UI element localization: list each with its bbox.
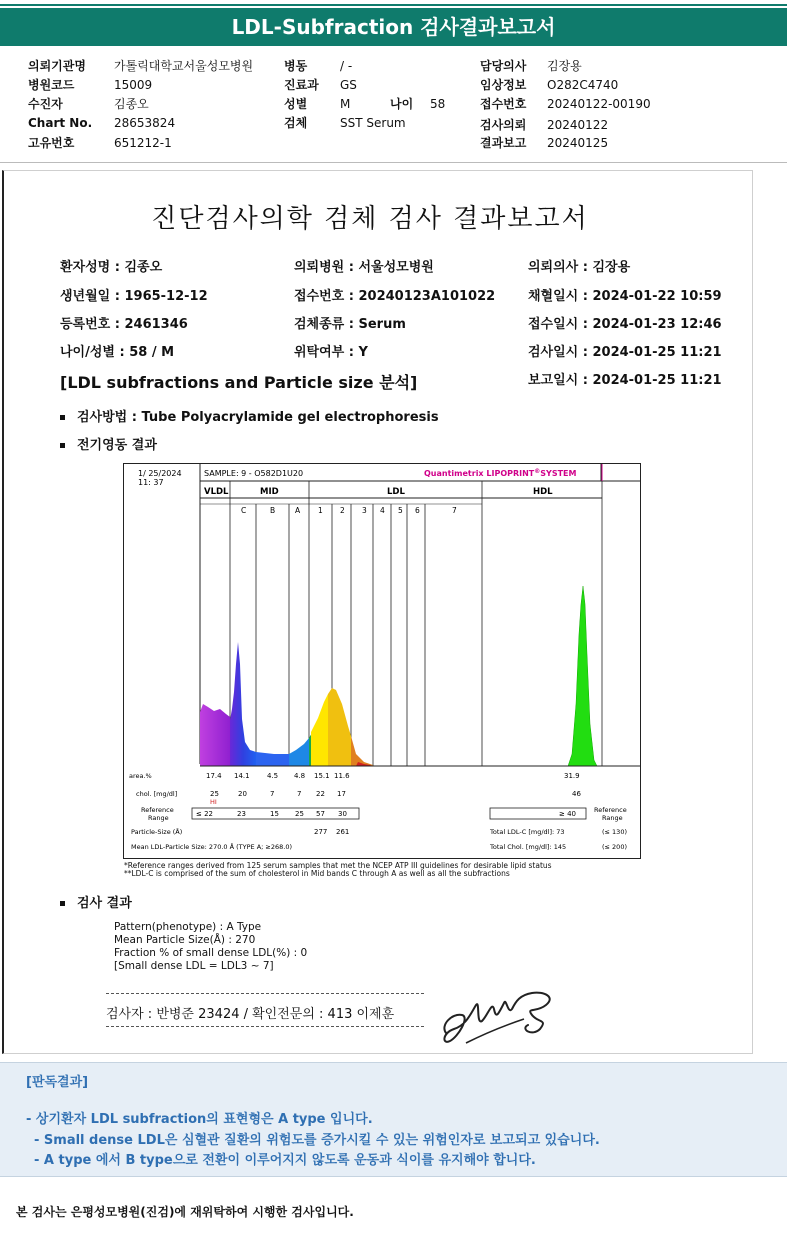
mid-b-band [256, 752, 289, 766]
total-ldl-c-ref: (≤ 130) [602, 828, 627, 836]
group-label-vldl: VLDL [204, 487, 229, 497]
ref-vldl: ≤ 22 [196, 810, 213, 818]
header-row-unique-no: 고유번호 651212-1 [28, 136, 172, 150]
chart-registered-mark: ® [534, 468, 541, 475]
ldl-band-1-peak [311, 694, 328, 766]
report-title-bar [0, 8, 787, 46]
mean-ldl-particle-size: Mean LDL-Particle Size: 270.0 Å (TYPE A; ≥268.0) [131, 843, 292, 851]
bullet-icon [60, 443, 65, 448]
top-rule [0, 4, 787, 6]
footnote-ldl-c: **LDL-C is comprised of the sum of cholesterol in Mid bands C through A as well as all the subfractions [124, 869, 510, 878]
electrophoresis-line [60, 434, 157, 453]
referring-hospital: 의뢰병원 : 서울성모병원 [294, 260, 434, 275]
result-pattern: Pattern(phenotype) : A Type [114, 921, 262, 933]
chol-mid-c: 20 [238, 790, 247, 798]
chol-vldl: 25 [210, 790, 219, 798]
ref-ldl-2: 30 [338, 810, 347, 818]
band-label-1: 1 [318, 506, 323, 515]
birth-date: 생년월일 : 1965-12-12 [60, 289, 208, 304]
header-row-department: 진료과 GS [284, 78, 357, 92]
chart-date: 1/ 25/2024 [138, 469, 182, 478]
area-ldl-1: 15.1 [314, 772, 330, 780]
ref-mid-a: 25 [295, 810, 304, 818]
age-sex: 나이/성별 : 58 / M [60, 345, 175, 360]
collection-time: 채혈일시 : 2024-01-22 10:59 [528, 289, 722, 304]
chol-mid-a: 7 [297, 790, 302, 798]
result-small-dense-definition: [Small dense LDL = LDL3 ~ 7] [114, 960, 274, 972]
test-time: 검사일시 : 2024-01-25 11:21 [528, 345, 722, 360]
total-ldl-c: Total LDL-C [mg/dl]: 73 [490, 828, 565, 836]
specimen-type: 검체종류 : Serum [294, 317, 406, 332]
header-divider [0, 162, 787, 163]
vldl-peak [200, 704, 230, 766]
signature-underline-stroke [466, 1019, 524, 1043]
total-cholesterol-ref: (≤ 200) [602, 843, 627, 851]
hdl-peak [568, 586, 597, 766]
group-label-ldl: LDL [387, 487, 405, 497]
band-label-2: 2 [340, 506, 345, 515]
chol-row-label: chol. [mg/dl] [136, 790, 178, 798]
group-label-hdl: HDL [533, 487, 553, 497]
ref-label-right-1: Reference [594, 806, 627, 814]
band-label-a: A [295, 506, 301, 515]
chol-mid-b: 7 [270, 790, 275, 798]
electrophoresis-svg [124, 464, 640, 858]
method-text: 검사방법 : Tube Polyacrylamide gel electrophoresis [77, 410, 439, 425]
band-label-c: C [241, 506, 247, 515]
particle-ldl-2: 261 [336, 828, 350, 836]
receipt-number: 접수번호 : 20240123A101022 [294, 289, 496, 304]
chart-time: 11: 37 [138, 478, 164, 487]
band-label-4: 4 [380, 506, 385, 515]
result-heading: 검사 결과 [77, 896, 132, 911]
header-row-sex: 성별 M 나이 58 [284, 97, 446, 111]
receipt-time: 접수일시 : 2024-01-23 12:46 [528, 317, 722, 332]
report-time: 보고일시 : 2024-01-25 11:21 [528, 373, 722, 388]
band-label-b: B [270, 506, 276, 515]
age-value: 58 [430, 97, 446, 111]
header-row-doctor: 담당의사 김장용 [480, 59, 582, 73]
interpretation-line-2: - Small dense LDL은 심혈관 질환의 위험도를 증가시킬 수 있는 위험인자로 보고되고 있습니다. [34, 1133, 600, 1148]
header-row-report-date: 결과보고 20240125 [480, 136, 609, 150]
group-label-mid: MID [260, 487, 279, 497]
signer-top-divider [106, 993, 424, 994]
analysis-heading: [LDL subfractions and Particle size 분석] [60, 373, 418, 392]
header-row-ward: 병동 / - [284, 59, 353, 73]
header-row-institution: 의뢰기관명 가톨릭대학교서울성모병원 [28, 59, 254, 73]
header-row-clinical-info: 임상정보 O282C4740 [480, 78, 619, 92]
signer-bottom-divider [106, 1026, 424, 1027]
header-row-chart-no: Chart No. 28653824 [28, 116, 176, 130]
chart-system-text: Quantimetrix LIPOPRINT [424, 469, 535, 478]
result-mean-size: Mean Particle Size(Å) : 270 [114, 934, 256, 946]
chart-sample: SAMPLE: 9 - O582D1U20 [204, 469, 304, 478]
signer-line: 검사자 : 반병준 23424 / 확인전문의 : 413 이제훈 [106, 1007, 395, 1022]
electrophoresis-chart [123, 463, 641, 859]
header-row-hospital-code: 병원코드 15009 [28, 78, 153, 92]
bullet-icon [60, 901, 65, 906]
ref-label-right-2: Range [602, 814, 623, 822]
ref-mid-b: 15 [270, 810, 279, 818]
ref-label-left-1: Reference [141, 806, 174, 814]
header-row-specimen: 검체 SST Serum [284, 116, 406, 130]
area-mid-b: 4.5 [267, 772, 279, 780]
area-row-label: area.% [129, 772, 152, 780]
area-hdl: 31.9 [564, 772, 580, 780]
particle-ldl-1: 277 [314, 828, 328, 836]
interpretation-line-1: - 상기환자 LDL subfraction의 표현형은 A type 입니다. [26, 1112, 373, 1127]
chol-ldl-1: 22 [316, 790, 325, 798]
electrophoresis-text: 전기영동 결과 [77, 438, 157, 453]
chart-system-name [424, 468, 577, 478]
header-row-patient: 수진자 김종오 [28, 97, 149, 111]
signature-stroke [444, 993, 549, 1042]
interpretation-line-3: - A type 에서 B type으로 전환이 이루어지지 않도록 운동과 식이를 유지해야 합니다. [34, 1153, 536, 1168]
area-ldl-2: 11.6 [334, 772, 350, 780]
area-mid-a: 4.8 [294, 772, 306, 780]
registration-number: 등록번호 : 2461346 [60, 317, 188, 332]
header-row-receipt-no: 접수번호 20240122-00190 [480, 97, 651, 111]
ldl-band-2-peak [328, 688, 351, 766]
signature-image [436, 985, 566, 1051]
referring-doctor: 의뢰의사 : 김장용 [528, 260, 631, 275]
report-title: LDL-Subfraction 검사결과보고서 [231, 15, 556, 39]
result-heading-line [60, 892, 132, 911]
area-mid-c: 14.1 [234, 772, 250, 780]
chol-hi-flag: HI [210, 798, 217, 806]
header-row-request-date: 검사의뢰 20240122 [480, 118, 609, 132]
footnote-reference-ranges: *Reference ranges derived from 125 serum samples that met the NCEP ATP III guidelines for desirable lipid status [124, 861, 552, 870]
age-label: 나이 [390, 97, 414, 111]
band-label-6: 6 [415, 506, 420, 515]
bullet-icon [60, 415, 65, 420]
interpretation-title: [판독결과] [26, 1075, 89, 1090]
mid-a-band [289, 738, 309, 766]
ref-hdl: ≥ 40 [559, 810, 576, 818]
mid-c-peak [230, 642, 256, 766]
report-body-title: 진단검사의학 검체 검사 결과보고서 [151, 204, 589, 234]
chart-system-suffix: SYSTEM [540, 469, 577, 478]
ldl-band-3-tail [351, 736, 373, 766]
band-dividers [230, 481, 602, 766]
method-line [60, 406, 439, 425]
ref-ldl-1: 57 [316, 810, 325, 818]
band-label-7: 7 [452, 506, 457, 515]
footer-note: 본 검사는 은평성모병원(진검)에 재위탁하여 시행한 검사입니다. [16, 1205, 354, 1219]
ref-mid-c: 23 [237, 810, 246, 818]
band-label-5: 5 [398, 506, 403, 515]
total-cholesterol: Total Chol. [mg/dl]: 145 [490, 843, 567, 851]
ref-label-left-2: Range [148, 814, 169, 822]
result-small-dense-fraction: Fraction % of small dense LDL(%) : 0 [114, 947, 308, 959]
band-label-3: 3 [362, 506, 367, 515]
particle-size-label: Particle-Size (Å) [131, 828, 183, 836]
chol-hdl: 46 [572, 790, 581, 798]
outsourced-flag: 위탁여부 : Y [294, 345, 368, 360]
area-vldl: 17.4 [206, 772, 222, 780]
chol-ldl-2: 17 [337, 790, 346, 798]
patient-name: 환자성명 : 김종오 [60, 260, 163, 275]
